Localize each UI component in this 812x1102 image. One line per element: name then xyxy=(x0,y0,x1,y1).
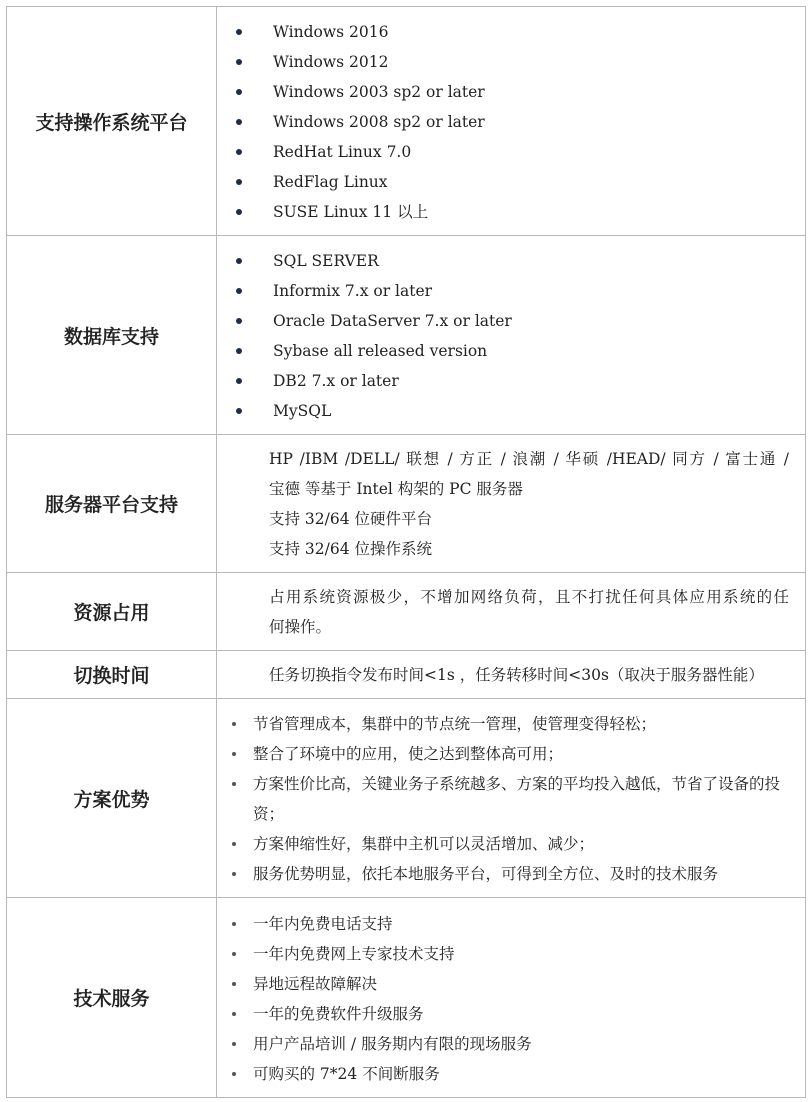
os-list xyxy=(217,7,797,235)
advantages-list xyxy=(217,699,797,897)
row-content xyxy=(217,898,806,1098)
text-line: 任务切换指令发布时间<1s ，任务转移时间<30s（取决于服务器性能） xyxy=(269,665,764,684)
list-item: Windows 2008 sp2 or later xyxy=(273,107,797,137)
list-item: RedHat Linux 7.0 xyxy=(273,137,797,167)
row-label: 切换时间 xyxy=(7,651,217,699)
bullet-icon xyxy=(236,209,242,215)
bullet-icon xyxy=(236,258,242,264)
bullet-icon xyxy=(232,982,236,986)
row-content xyxy=(217,699,806,898)
list-item: 用户产品培训 / 服务期内有限的现场服务 xyxy=(253,1029,797,1059)
bullet-icon xyxy=(236,318,242,324)
text-line: 支持 32/64 位操作系统 xyxy=(269,539,433,558)
list-item: Windows 2012 xyxy=(273,47,797,77)
row-label: 数据库支持 xyxy=(7,236,217,435)
text-line: 支持 32/64 位硬件平台 xyxy=(269,509,433,528)
row-os-platform xyxy=(7,7,806,236)
bullet-icon xyxy=(236,408,242,414)
list-item: 整合了环境中的应用，使之达到整体高可用； xyxy=(253,739,797,769)
bullet-icon xyxy=(232,782,236,786)
bullet-icon xyxy=(236,59,242,65)
list-item: 一年内免费网上专家技术支持 xyxy=(253,939,797,969)
bullet-icon xyxy=(236,348,242,354)
list-item: RedFlag Linux xyxy=(273,167,797,197)
list-item: Oracle DataServer 7.x or later xyxy=(273,306,797,336)
row-resource-usage xyxy=(7,573,806,651)
bullet-icon xyxy=(236,288,242,294)
resource-usage-text xyxy=(217,574,797,650)
bullet-icon xyxy=(232,1012,236,1016)
text-line: 宝德 等基于 Intel 构架的 PC 服务器 xyxy=(269,479,523,498)
list-item: Windows 2016 xyxy=(273,17,797,47)
row-advantages xyxy=(7,699,806,898)
row-server-platform xyxy=(7,435,806,573)
text-line: HP /IBM /DELL/ 联想 / 方正 / 浪潮 / 华硕 /HEAD/ 同方 / 富士通 / xyxy=(269,449,789,468)
bullet-icon xyxy=(236,378,242,384)
list-item: SQL SERVER xyxy=(273,246,797,276)
list-item: Sybase all released version xyxy=(273,336,797,366)
bullet-icon xyxy=(232,842,236,846)
list-item: 可购买的 7*24 不间断服务 xyxy=(253,1059,797,1089)
list-item: 异地远程故障解决 xyxy=(253,969,797,999)
database-list xyxy=(217,236,797,434)
row-database xyxy=(7,236,806,435)
switch-time-text xyxy=(217,660,797,690)
list-item: 节省管理成本，集群中的节点统一管理，使管理变得轻松； xyxy=(253,709,797,739)
services-list xyxy=(217,899,797,1097)
row-label: 支持操作系统平台 xyxy=(7,7,217,236)
row-label: 方案优势 xyxy=(7,699,217,898)
bullet-icon xyxy=(232,952,236,956)
spec-table xyxy=(6,6,806,1098)
row-tech-services xyxy=(7,898,806,1098)
bullet-icon xyxy=(232,1042,236,1046)
bullet-icon xyxy=(236,149,242,155)
list-item: Informix 7.x or later xyxy=(273,276,797,306)
row-label: 服务器平台支持 xyxy=(7,435,217,573)
row-label: 技术服务 xyxy=(7,898,217,1098)
bullet-icon xyxy=(232,1072,236,1076)
bullet-icon xyxy=(236,89,242,95)
list-item: 一年内免费电话支持 xyxy=(253,909,797,939)
row-content xyxy=(217,651,806,699)
row-content xyxy=(217,573,806,651)
list-item: 方案性价比高，关键业务子系统越多、方案的平均投入越低，节省了设备的投资； xyxy=(253,769,797,829)
list-item: Windows 2003 sp2 or later xyxy=(273,77,797,107)
list-item: MySQL xyxy=(273,396,797,426)
row-content xyxy=(217,236,806,435)
text-line: 何操作。 xyxy=(269,617,332,636)
bullet-icon xyxy=(232,922,236,926)
list-item: 方案伸缩性好，集群中主机可以灵活增加、减少； xyxy=(253,829,797,859)
row-switch-time xyxy=(7,651,806,699)
row-content xyxy=(217,7,806,236)
list-item: 服务优势明显，依托本地服务平台，可得到全方位、及时的技术服务 xyxy=(253,859,797,889)
bullet-icon xyxy=(236,119,242,125)
bullet-icon xyxy=(236,29,242,35)
bullet-icon xyxy=(232,752,236,756)
bullet-icon xyxy=(236,179,242,185)
server-platform-text xyxy=(217,436,797,572)
bullet-icon xyxy=(232,722,236,726)
list-item: SUSE Linux 11 以上 xyxy=(273,197,797,227)
list-item: DB2 7.x or later xyxy=(273,366,797,396)
bullet-icon xyxy=(232,872,236,876)
row-content xyxy=(217,435,806,573)
text-line: 占用系统资源极少，不增加网络负荷，且不打扰任何具体应用系统的任 xyxy=(269,587,789,606)
list-item: 一年的免费软件升级服务 xyxy=(253,999,797,1029)
row-label: 资源占用 xyxy=(7,573,217,651)
